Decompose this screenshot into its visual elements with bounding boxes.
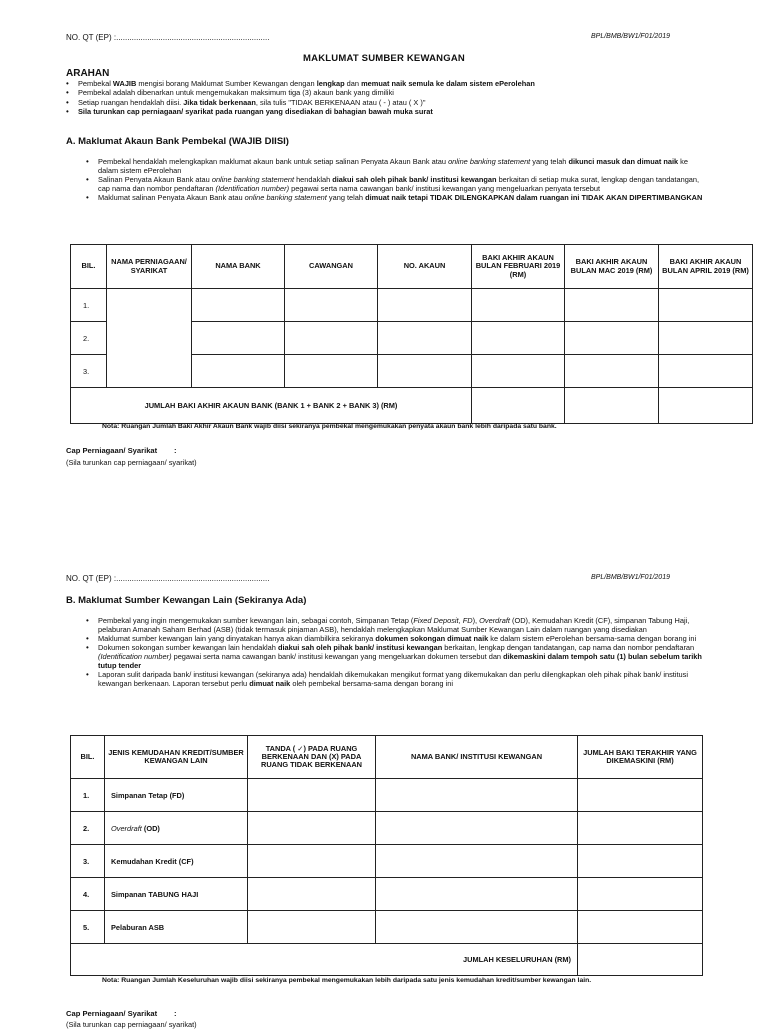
branch-cell[interactable] (285, 322, 378, 355)
col-nama-bank-institusi: NAMA BANK/ INSTITUSI KEWANGAN (376, 736, 578, 779)
row-number: 5. (71, 911, 105, 944)
bank-name-cell[interactable] (192, 289, 285, 322)
col-cawangan: CAWANGAN (285, 245, 378, 289)
section-b-nota: Nota: Ruangan Jumlah Keseluruhan wajib diisi sekiranya pembekal mengemukakan lebih daripada satu jenis kemudahan kredit/sumber kewangan lain. (102, 977, 592, 984)
row-number: 4. (71, 878, 105, 911)
mark-cell[interactable] (248, 911, 376, 944)
table-row (71, 812, 703, 845)
account-number-cell[interactable] (378, 322, 472, 355)
section-b-note: • Pembekal yang ingin mengemukakan sumber kewangan lain, sebagai contoh, Simpanan Tetap (Fixed Deposit, FD), Overdraft (OD), Kemudahan Kredit (CF), simpanan Tabung Haji, pelaburan Amanah Saham Berhad (ASB) (tidak termasuk pinjaman ASB), hendaklah melengkapkan Maklumat Sumber Kewangan Lain dalam ruangan yang disediakan (84, 617, 706, 634)
other-financial-source-table (70, 735, 703, 976)
account-number-cell[interactable] (378, 355, 472, 388)
section-b-title: B. Maklumat Sumber Kewangan Lain (Sekiranya Ada) (66, 595, 307, 606)
balance-feb-cell[interactable] (472, 355, 565, 388)
section-a-nota: Nota: Ruangan Jumlah Baki Akhir Akaun Bank wajib diisi sekiranya pembekal mengemukakan penyata akaun bank lebih daripada satu bank. (102, 423, 557, 430)
col-baki-april: BAKI AKHIR AKAUN BULAN APRIL 2019 (RM) (659, 245, 753, 289)
balance-feb-cell[interactable] (472, 289, 565, 322)
section-a-note: • Maklumat salinan Penyata Akaun Bank atau online banking statement yang telah dimuat naik tetapi TIDAK DILENGKAPKAN dalam ruangan ini TIDAK AKAN DIPERTIMBANGKAN (84, 194, 706, 203)
total-row (71, 388, 753, 424)
arahan-item: • Sila turunkan cap perniagaan/ syarikat pada ruangan yang disediakan di bahagian bawah muka surat (66, 108, 706, 117)
institution-cell[interactable] (376, 845, 578, 878)
page-title: MAKLUMAT SUMBER KEWANGAN (303, 53, 465, 64)
mark-cell[interactable] (248, 812, 376, 845)
branch-cell[interactable] (285, 355, 378, 388)
institution-cell[interactable] (376, 878, 578, 911)
bank-name-cell[interactable] (192, 322, 285, 355)
col-bil: BIL. (71, 736, 105, 779)
total-balance-cell[interactable] (578, 944, 703, 976)
cap-instruction: (Sila turunkan cap perniagaan/ syarikat) (66, 1020, 197, 1029)
col-tanda: TANDA ( ✓) PADA RUANG BERKENAAN DAN (X) PADA RUANG TIDAK BERKENAAN (248, 736, 376, 779)
facility-type-label: Overdraft (OD) (105, 812, 248, 845)
section-b-notes (84, 617, 706, 689)
facility-type-label: Pelaburan ASB (105, 911, 248, 944)
total-label: JUMLAH KESELURUHAN (RM) (71, 944, 578, 976)
arahan-item: • Setiap ruangan hendaklah diisi. Jika tidak berkenaan, sila tulis "TIDAK BERKENAAN atau ( - ) atau ( X )" (66, 99, 706, 108)
total-mar-cell[interactable] (565, 388, 659, 424)
balance-cell[interactable] (578, 779, 703, 812)
cap-label: Cap Perniagaan/ Syarikat : (66, 446, 177, 455)
section-a-notes (84, 158, 706, 203)
no-qt-field: NO. QT (EP) :..................................................................... (66, 574, 270, 583)
col-bil: BIL. (71, 245, 107, 289)
balance-apr-cell[interactable] (659, 322, 753, 355)
institution-cell[interactable] (376, 812, 578, 845)
table-row (71, 878, 703, 911)
arahan-item: • Pembekal adalah dibenarkan untuk mengemukakan maksimum tiga (3) akaun bank yang dimiliki (66, 89, 706, 98)
table-row (71, 779, 703, 812)
balance-cell[interactable] (578, 878, 703, 911)
row-number: 1. (71, 779, 105, 812)
row-number: 3. (71, 355, 107, 388)
facility-type-label: Simpanan Tetap (FD) (105, 779, 248, 812)
arahan-item: • Pembekal WAJIB mengisi borang Maklumat Sumber Kewangan dengan lengkap dan memuat naik semula ke dalam sistem ePerolehan (66, 80, 706, 89)
col-nama-bank: NAMA BANK (192, 245, 285, 289)
balance-mar-cell[interactable] (565, 289, 659, 322)
col-nama-perniagaan: NAMA PERNIAGAAN/ SYARIKAT (107, 245, 192, 289)
balance-cell[interactable] (578, 845, 703, 878)
facility-type-label: Simpanan TABUNG HAJI (105, 878, 248, 911)
table-row (71, 911, 703, 944)
row-number: 2. (71, 322, 107, 355)
col-jenis-kemudahan: JENIS KEMUDAHAN KREDIT/SUMBER KEWANGAN LAIN (105, 736, 248, 779)
branch-cell[interactable] (285, 289, 378, 322)
balance-mar-cell[interactable] (565, 322, 659, 355)
institution-cell[interactable] (376, 911, 578, 944)
balance-apr-cell[interactable] (659, 289, 753, 322)
balance-cell[interactable] (578, 812, 703, 845)
balance-cell[interactable] (578, 911, 703, 944)
row-number: 1. (71, 289, 107, 322)
cap-instruction: (Sila turunkan cap perniagaan/ syarikat) (66, 458, 197, 467)
balance-apr-cell[interactable] (659, 355, 753, 388)
table-row (71, 289, 753, 322)
bank-name-cell[interactable] (192, 355, 285, 388)
section-b-note: • Dokumen sokongan sumber kewangan lain hendaklah diakui sah oleh pihak bank/ institusi kewangan berkaitan, lengkap dengan tandatangan, cap nama dan nombor pendaftaran (Identification number) pegawai serta nama cawangan bank/ institusi kewangan yang mengeluarkan dokumen tersebut dan dikemaskini dalam tempoh satu (1) bulan sebelum tarikh tutup tender (84, 644, 706, 670)
mark-cell[interactable] (248, 779, 376, 812)
section-a-title: A. Maklumat Akaun Bank Pembekal (WAJIB DIISI) (66, 136, 289, 147)
col-baki-februari: BAKI AKHIR AKAUN BULAN FEBRUARI 2019 (RM) (472, 245, 565, 289)
account-number-cell[interactable] (378, 289, 472, 322)
total-apr-cell[interactable] (659, 388, 753, 424)
institution-cell[interactable] (376, 779, 578, 812)
row-number: 3. (71, 845, 105, 878)
mark-cell[interactable] (248, 845, 376, 878)
reference-code: BPL/BMB/BW1/F01/2019 (591, 33, 670, 40)
row-number: 2. (71, 812, 105, 845)
section-b-note: • Maklumat sumber kewangan lain yang dinyatakan hanya akan diambilkira sekiranya dokumen sokongan dimuat naik ke dalam sistem ePerolehan bersama-sama dengan borang ini (84, 635, 706, 644)
facility-type-label: Kemudahan Kredit (CF) (105, 845, 248, 878)
section-a-note: • Salinan Penyata Akaun Bank atau online banking statement hendaklah diakui sah oleh pihak bank/ institusi kewangan berkaitan di setiap muka surat, lengkap dengan tandatangan, cap nama dan nombor pendaftaran (Identification number) pegawai serta nama cawangan bank/ institusi kewangan yang mengeluarkan penyata tersebut (84, 176, 706, 193)
section-a-note: • Pembekal hendaklah melengkapkan maklumat akaun bank untuk setiap salinan Penyata Akaun Bank atau online banking statement yang telah dikunci masuk dan dimuat naik ke dalam sistem ePerolehan (84, 158, 706, 175)
arahan-list (66, 80, 706, 118)
reference-code: BPL/BMB/BW1/F01/2019 (591, 574, 670, 581)
col-jumlah-baki: JUMLAH BAKI TERAKHIR YANG DIKEMASKINI (RM) (578, 736, 703, 779)
total-label: JUMLAH BAKI AKHIR AKAUN BANK (BANK 1 + BANK 2 + BANK 3) (RM) (71, 388, 472, 424)
mark-cell[interactable] (248, 878, 376, 911)
bank-account-table (70, 244, 753, 424)
balance-feb-cell[interactable] (472, 322, 565, 355)
table-row (71, 845, 703, 878)
total-feb-cell[interactable] (472, 388, 565, 424)
company-name-cell[interactable] (107, 289, 192, 388)
total-row (71, 944, 703, 976)
cap-label: Cap Perniagaan/ Syarikat : (66, 1009, 177, 1018)
no-qt-field: NO. QT (EP) :..................................................................... (66, 33, 270, 42)
col-baki-mac: BAKI AKHIR AKAUN BULAN MAC 2019 (RM) (565, 245, 659, 289)
arahan-heading: ARAHAN (66, 68, 110, 79)
section-b-note: • Laporan sulit daripada bank/ institusi kewangan (sekiranya ada) hendaklah dikemukakan mengikut format yang dikemukakan dan perlu dilengkapkan oleh pihak pihak bank/ institusi kewangan berkenaan. Laporan tersebut perlu dimuat naik oleh pembekal bersama-sama dengan borang ini (84, 671, 706, 688)
balance-mar-cell[interactable] (565, 355, 659, 388)
col-no-akaun: NO. AKAUN (378, 245, 472, 289)
